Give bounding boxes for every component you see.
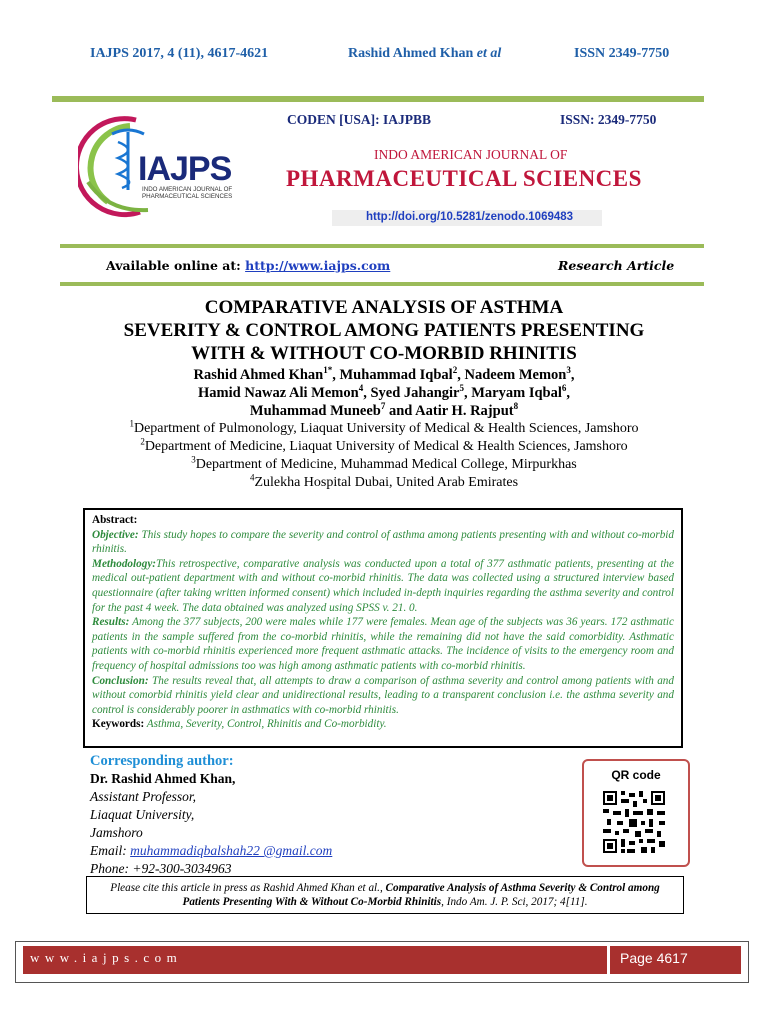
logo-text: IAJPS	[138, 150, 232, 188]
affiliation-text: Zulekha Hospital Dubai, United Arab Emirates	[254, 475, 519, 490]
abstract-keywords	[92, 717, 674, 732]
author-affiliation-mark: 6	[561, 383, 567, 394]
affiliation-text: Department of Medicine, Liaquat University of Medical & Health Sciences, Jamshoro	[144, 439, 628, 454]
title-line: COMPARATIVE ANALYSIS OF ASTHMA	[204, 297, 564, 318]
corresponding-name: Dr. Rashid Ahmed Khan,	[90, 771, 236, 786]
running-header-citation: IAJPS 2017, 4 (11), 4617-4621	[90, 46, 269, 61]
corresponding-university: Liaquat University,	[90, 807, 195, 822]
author-name: Syed Jahangir	[370, 385, 460, 401]
running-header-et-al: et al	[476, 46, 502, 61]
doi-link[interactable]: http://doi.org/10.5281/zenodo.1069483	[366, 211, 574, 223]
running-header-authors	[348, 46, 501, 62]
journal-logo	[78, 112, 250, 218]
footer-url[interactable]: www.iajps.com	[30, 950, 183, 965]
affiliation	[40, 474, 728, 492]
author-line-1: Rashid Ahmed Khan$^{1*}$, Muhammad Iqbal$^2$, Nadeem Memon$^3$,	[193, 365, 575, 383]
author-affiliation-mark: 2	[452, 365, 458, 376]
affiliation	[40, 438, 728, 456]
logo-subtext	[142, 186, 252, 200]
affiliation-mark: 4	[249, 472, 255, 483]
available-label: Available online at:	[106, 258, 246, 273]
title-line: WITH & WITHOUT CO-MORBID RHINITIS	[191, 343, 577, 364]
logo-subtext-line1: INDO AMERICAN JOURNAL OF	[142, 186, 233, 193]
corresponding-email	[90, 842, 332, 860]
author-name: Muhammad Muneeb	[249, 403, 381, 419]
citation-suffix: , Indo Am. J. P. Sci, 2017; 4[11].	[441, 896, 588, 908]
footer-page-number: Page 4617	[620, 950, 688, 966]
corresponding-author	[90, 752, 332, 878]
affiliation-mark: 3	[191, 454, 196, 465]
affiliation	[40, 420, 728, 438]
header-rule-middle	[60, 244, 704, 248]
author-name: Muhammad Iqbal	[339, 367, 453, 383]
author-affiliation-mark: 4	[358, 383, 364, 394]
header-rule-bottom	[60, 282, 704, 286]
header-rule-top	[52, 96, 704, 102]
author-list	[40, 366, 728, 420]
keywords-text: Asthma, Severity, Control, Rhinitis and Co-morbidity.	[144, 718, 387, 731]
qr-code-label: QR code	[611, 768, 661, 782]
author-name: Nadeem Memon	[464, 367, 567, 383]
citation-prefix: Please cite this article in press as Rashid Ahmed Khan et al.,	[110, 882, 386, 894]
objective-label: Objective:	[92, 528, 139, 541]
author-affiliation-mark: 1*	[323, 365, 333, 376]
affiliation-text: Department of Medicine, Muhammad Medical College, Mirpurkhas	[195, 457, 577, 472]
masthead-issn: ISSN: 2349-7750	[560, 112, 657, 127]
journal-name-line1: INDO AMERICAN JOURNAL OF	[374, 147, 568, 162]
journal-name-line2: PHARMACEUTICAL SCIENCES	[286, 166, 642, 191]
affiliation-list	[40, 420, 728, 492]
corresponding-position: Assistant Professor,	[90, 789, 197, 804]
author-name: Rashid Ahmed Khan	[193, 367, 324, 383]
journal-website-link[interactable]: http://www.iajps.com	[245, 258, 391, 273]
author-affiliation-mark: 7	[380, 401, 386, 412]
author-name: Aatir H. Rajput	[415, 403, 514, 419]
corresponding-city: Jamshoro	[90, 825, 143, 840]
author-line-2: Hamid Nawaz Ali Memon$^4$, Syed Jahangir$^5$, Maryam Iqbal$^6$,	[198, 383, 570, 401]
affiliation-mark: 1	[129, 418, 134, 429]
methodology-label: Methodology:	[92, 557, 157, 570]
abstract-conclusion	[92, 674, 674, 718]
citation-title: Comparative Analysis of Asthma Severity & Control among Patients Presenting With & Without Co-Morbid Rhinitis	[182, 882, 660, 908]
available-online	[106, 258, 390, 273]
author-line-3: Muhammad Muneeb$^7$ and Aatir H. Rajput$^8$	[249, 401, 519, 419]
title-line: SEVERITY & CONTROL AMONG PATIENTS PRESENTING	[123, 320, 645, 341]
email-link[interactable]: muhammadiqbalshah22 @gmail.com	[130, 843, 333, 858]
conclusion-label: Conclusion:	[92, 674, 149, 687]
author-name: Maryam Iqbal	[471, 385, 562, 401]
running-header-issn: ISSN 2349-7750	[574, 46, 670, 61]
footer-divider	[607, 946, 610, 974]
abstract-heading: Abstract:	[92, 514, 138, 526]
email-label: Email:	[90, 843, 131, 858]
results-text: Among the 377 subjects, 200 were males while 177 were females. Mean age of the subjects was 36 years. 172 asthmatic patients in the sample suffered from the co-morbid rhinitis, while the remaining did not have the said comorbidity. Asthmatic patients with co-morbid rhinitis experienced more frequent asthmatic attacks. The incidence of visits to the emergency room and frequency of hospital admissions too was high among asthmatic patients with co-morbid rhinitis.	[92, 616, 674, 672]
keywords-label: Keywords:	[92, 718, 145, 731]
abstract-box	[83, 508, 683, 748]
author-affiliation-mark: 5	[459, 383, 464, 394]
citation-note	[86, 876, 684, 914]
author-affiliation-mark: 8	[513, 401, 519, 412]
abstract-results	[92, 615, 674, 673]
conclusion-text: The results reveal that, all attempts to draw a comparison of asthma severity and control among patients with and without comorbid rhinitis yield clear and unidirectional results, leading to a transparent conclusion i.e. the asthma severity and control is considerably poorer in asthmatics with co-morbid rhinitis.	[92, 674, 674, 716]
abstract-methodology	[92, 557, 674, 615]
abstract-objective	[92, 528, 674, 557]
objective-text: This study hopes to compare the severity and control of asthma among patients presenting with and without co-morbid rhinitis.	[92, 528, 674, 556]
corresponding-phone: Phone: +92-300-3034963	[90, 861, 232, 876]
qr-code-icon[interactable]	[603, 791, 665, 853]
affiliation	[40, 456, 728, 474]
results-label: Results:	[92, 616, 130, 629]
qr-code-box	[582, 759, 690, 867]
corresponding-heading: Corresponding author:	[90, 753, 234, 769]
running-header-author-name: Rashid Ahmed Khan	[348, 46, 474, 61]
article-type: Research Article	[558, 258, 675, 273]
affiliation-mark: 2	[140, 436, 145, 447]
affiliation-text: Department of Pulmonology, Liaquat University of Medical & Health Sciences, Jamshoro	[133, 421, 639, 436]
author-affiliation-mark: 3	[566, 365, 571, 376]
coden: CODEN [USA]: IAJPBB	[287, 112, 432, 127]
author-name: Hamid Nawaz Ali Memon	[198, 385, 359, 401]
logo-subtext-line2: PHARMACEUTICAL SCIENCES	[142, 193, 233, 200]
methodology-text: This retrospective, comparative analysis was conducted upon a total of 377 asthmatic patients, presenting at the medical out-patient department with and without co-morbid rhinitis. The data was collected using a structured interview based questionnaire (after taking written informed consent) which included in-depth inquiries regarding the asthma severity and control for the past 4 week. The data obtained was analyzed using SPSS v. 21. 0.	[92, 557, 674, 614]
article-title	[40, 296, 728, 365]
